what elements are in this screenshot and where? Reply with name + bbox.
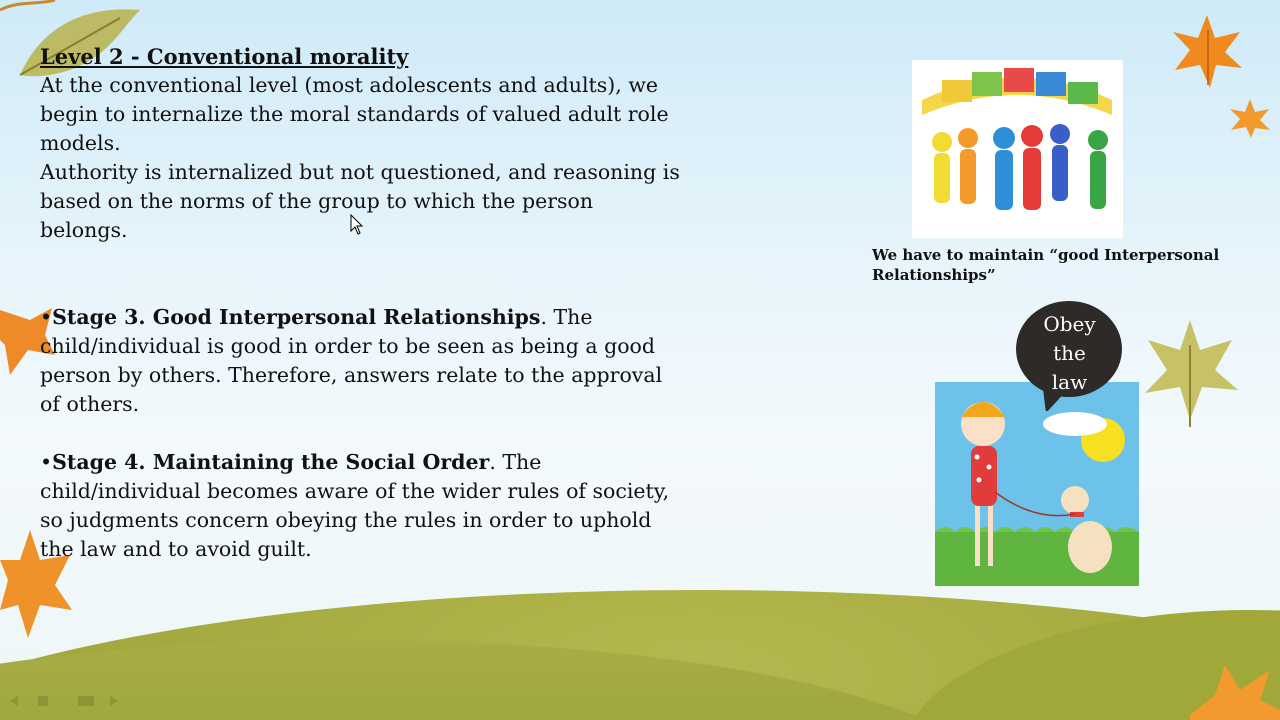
speech-bubble-text [1016,310,1123,397]
speech-line: law [1051,370,1088,394]
mouse-cursor-icon [350,214,364,236]
image-caption: We have to maintain “good Interpersonal Relationships” [872,246,1220,284]
bullet: • [40,305,53,329]
stage-4-text: . The child/individual becomes aware of the wider rules of society, so judgments concern obeying the rules in order to uphold the law and to avoid guilt. [40,450,670,561]
stage-3-item [40,303,680,419]
slide-heading: Level 2 - Conventional morality [40,44,409,69]
bullet: • [40,450,53,474]
speech-line: the [1053,341,1086,365]
stage-3-title: Stage 3. Good Interpersonal Relationships [52,305,541,329]
autumn-leaf-icon [1170,10,1245,90]
slideshow-nav-icons[interactable] [8,694,128,708]
speech-line: Obey [1043,312,1096,336]
girl-with-dog-image [935,382,1139,586]
stage-3-text: . The child/individual is good in order to be seen as being a good person by others. Therefore, answers relate to the approval of others. [40,305,663,416]
autumn-leaf-icon [1185,655,1280,720]
stage-4-title: Stage 4. Maintaining the Social Order [52,450,490,474]
slide-body [40,42,680,564]
intro-paragraph: Authority is internalized but not questioned, and reasoning is based on the norms of the group to which the person belongs. [40,160,680,242]
autumn-leaf-icon [1228,96,1272,140]
stage-4-item [40,448,680,564]
autumn-leaf-icon [1140,315,1240,430]
people-puzzle-image [912,60,1123,238]
intro-paragraph: At the conventional level (most adolescents and adults), we begin to internalize the moral standards of valued adult role models. [40,73,669,155]
